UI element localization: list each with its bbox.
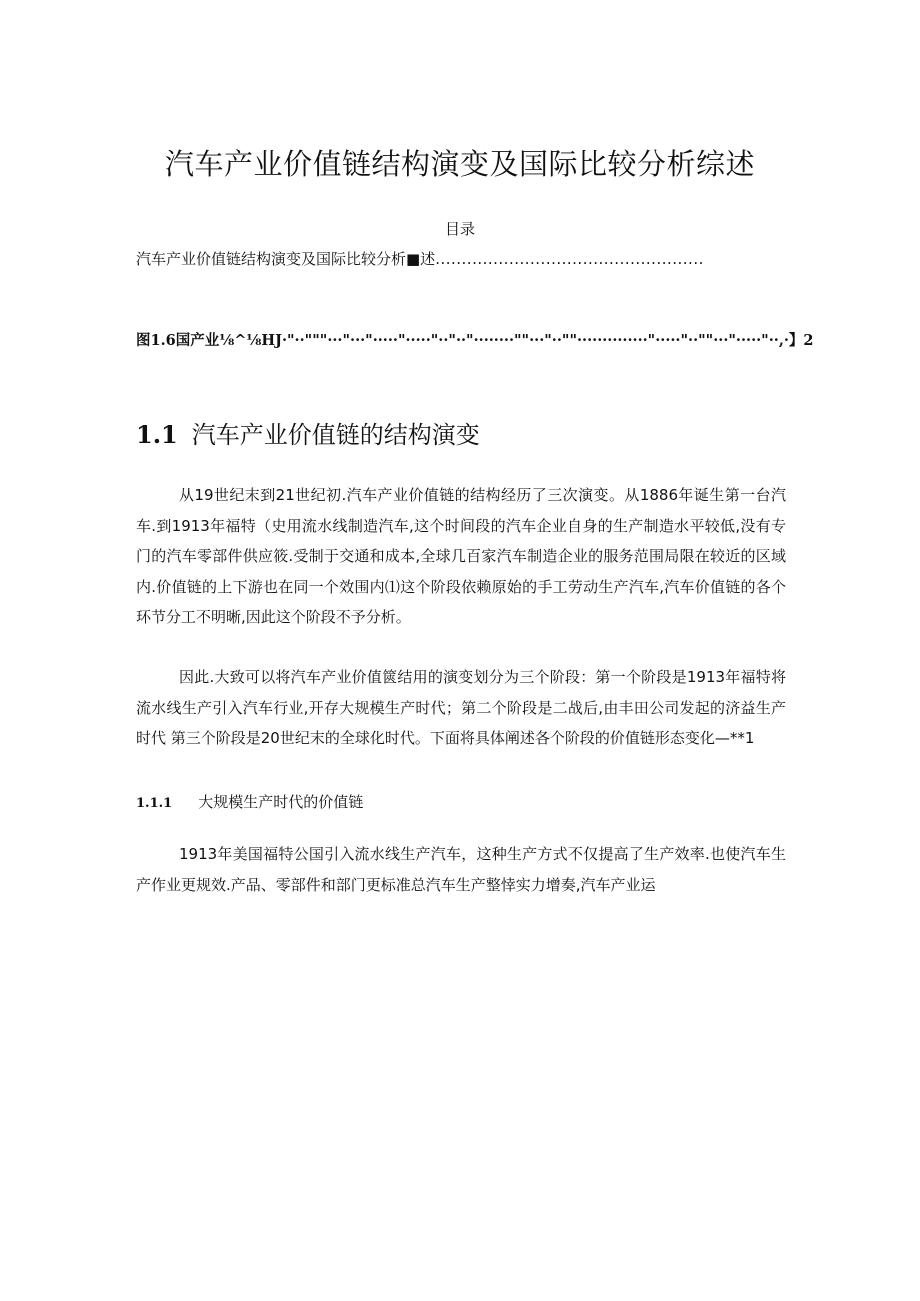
document-title: 汽车产业价值链结构演变及国际比较分析综述: [164, 147, 755, 181]
section-heading: [136, 418, 480, 452]
section-title: 汽车产业价值链的结构演变: [191, 421, 480, 449]
toc-entry-label: 图1.6国产业⅛^⅛HJ·"··"""···"···"·····"·····"··"··"········""···"··""··············"·····"··""···"·····"··,·】2: [136, 332, 814, 349]
toc-entry-leader: ...................................................: [435, 250, 704, 268]
body-paragraph: 1913年美国福特公国引入流水线生产汽车，这种生产方式不仅提高了生产效率.也使汽车生产作业更规效.产品、零部件和部门更标准总汽车生产整悻实力增奏,汽车产业运: [136, 845, 786, 894]
body-paragraph: 因此.大致可以将汽车产业价值篋结用的演变划分为三个阶段：第一个阶段是1913年福特将流水线生产引入汽车行业,开存大规模生产时代；第二个阶段是二战后,由丰田公司发起的济益生产时代 第三个阶段是20世纪末的全球化时代。下面将具体阐述各个阶段的价值链形态变化—**1: [136, 668, 786, 747]
toc-entry[interactable]: [136, 248, 704, 270]
subsection-number: 1.1.1: [136, 796, 173, 811]
toc-heading: 目录: [444, 220, 475, 238]
toc-entry-label: 汽车产业价值链结构演变及国际比较分析■述: [136, 250, 436, 268]
subsection-heading: [136, 791, 363, 815]
subsection-title: 大规模生产时代的价值链: [198, 793, 364, 811]
section-number: 1.1: [136, 420, 178, 449]
body-paragraph: 从19世纪末到21世纪初.汽车产业价值链的结构经历了三次演变。从1886年诞生第一台汽车.到1913年福特（史用流水线制造汽车,这个时间段的汽车企业自身的生产制造水平较低,没有专门的汽车零部件供应筱.受制于交通和成本,全球几百家汽车制造企业的服务范围局限在较近的区域内.价值链的上下游也在同一个效围内⑴这个阶段依赖原始的手工劳动生产汽车,汽车价值链的各个环节分工不明晰,因此这个阶段不予分析。: [136, 486, 786, 626]
toc-entry[interactable]: [136, 330, 814, 352]
